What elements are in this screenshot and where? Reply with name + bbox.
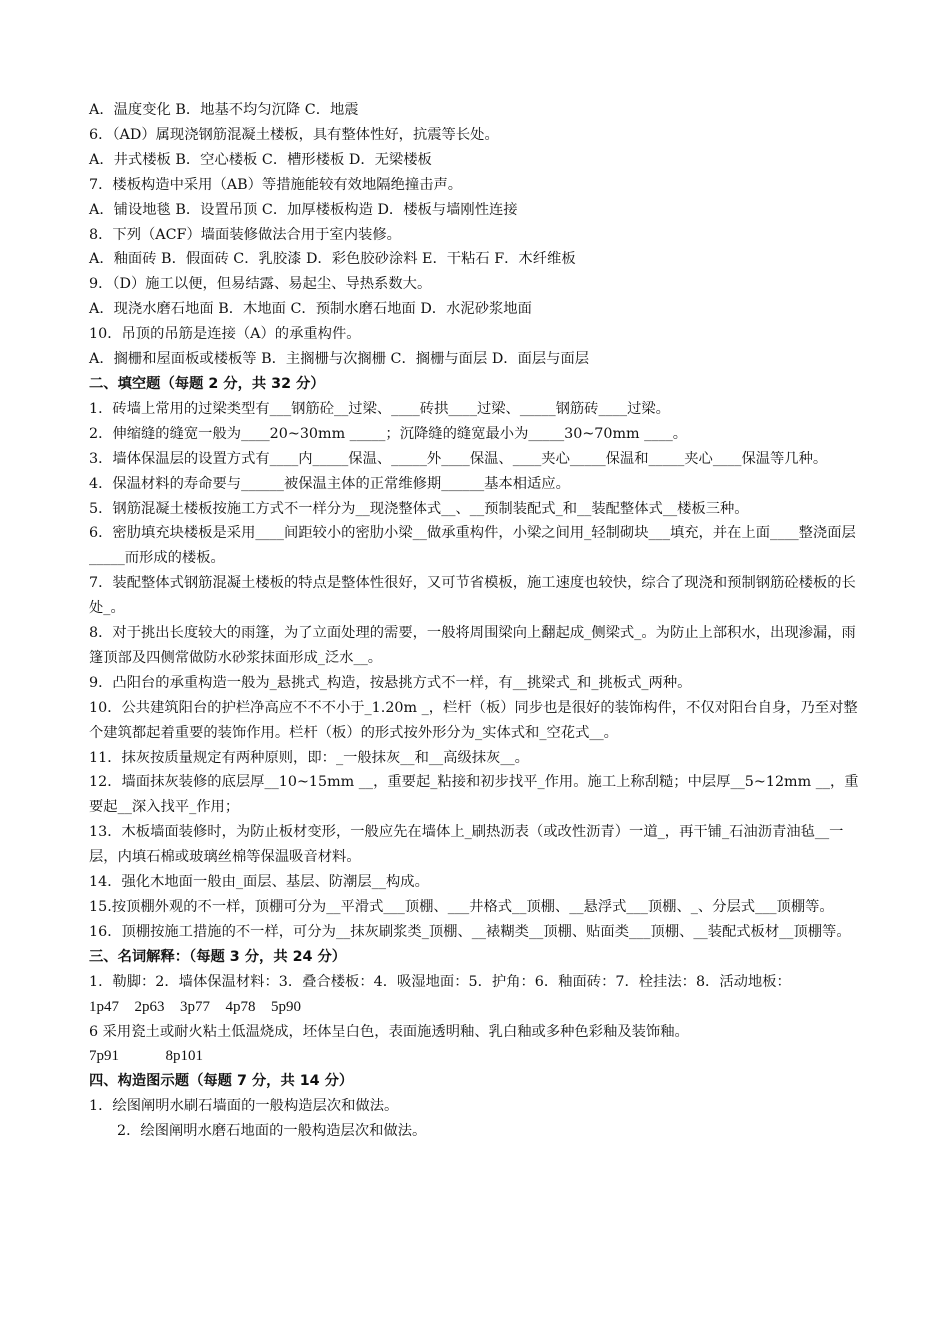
- fill-blank-13: 13．木板墙面装修时，为防止板材变形，一般应先在墙体上_刷热沥表（或改性沥青）一道_，再干铺_石油沥青油毡__一层，内填石棉或玻璃丝棉等保温吸音材料。: [89, 824, 844, 866]
- question-5-options: A．温度变化 B．地基不均匀沉降 C．地震: [89, 102, 359, 118]
- fill-blank-1: 1．砖墙上常用的过梁类型有___钢筋砼__过梁、____砖拱____过梁、_____钢筋砖____过梁。: [89, 400, 670, 417]
- question-9: 9．（D）施工以便，但易结露、易起尘、导热系数大。: [89, 276, 432, 293]
- question-8: 8．下列（ACF）墙面装修做法合用于室内装修。: [89, 226, 401, 243]
- question-7-options: A．铺设地毯 B．设置吊顶 C．加厚楼板构造 D．楼板与墙刚性连接: [89, 201, 518, 218]
- terms-list: 1．勒脚：2．墙体保温材料：3．叠合楼板：4．吸湿地面：5．护角：6．釉面砖：7．栓挂法：8．活动地板：: [89, 973, 791, 990]
- section-heading-drawing: 四、构造图示题（每题 7 分，共 14 分）: [89, 1073, 354, 1090]
- terms-page-refs-2: 7p91 8p101: [89, 1048, 203, 1065]
- drawing-question-2: 2．绘图阐明水磨石地面的一般构造层次和做法。: [117, 1123, 427, 1140]
- fill-blank-4: 4．保温材料的寿命要与______被保温主体的正常维修期______基本相适应。: [89, 475, 570, 492]
- fill-blank-16: 16．顶棚按施工措施的不一样，可分为__抹灰刷浆类_顶棚、__裱糊类__顶棚、贴面类___顶棚、__装配式板材__顶棚等。: [89, 923, 851, 940]
- drawing-question-1: 1．绘图阐明水刷石墙面的一般构造层次和做法。: [89, 1098, 399, 1115]
- fill-blank-8: 8．对于挑出长度较大的雨篷，为了立面处理的需要，一般将周围梁向上翻起成_侧梁式_。为防止上部积水，出现渗漏，雨篷顶部及四侧常做防水砂浆抹面形成_泛水__。: [89, 625, 856, 666]
- question-6-options: A．井式楼板 B．空心楼板 C．槽形楼板 D．无梁楼板: [89, 151, 432, 168]
- fill-blank-11: 11．抹灰按质量规定有两种原则，即：_一般抹灰__和__高级抹灰__。: [89, 749, 529, 766]
- terms-page-refs-1: 1p47 2p63 3p77 4p78 5p90: [89, 998, 301, 1015]
- fill-blank-3: 3．墙体保温层的设置方式有____内_____保温、_____外____保温、____夹心_____保温和_____夹心____保温等几种。: [89, 450, 828, 467]
- fill-blank-6: 6．密肋填充块楼板是采用____间距较小的密肋小梁__做承重构件，小梁之间用_轻制砌块___填充，并在上面____整浇面层_____而形成的楼板。: [89, 525, 856, 567]
- question-6: 6．（AD）属现浇钢筋混凝土楼板，具有整体性好，抗震等长处。: [89, 126, 499, 143]
- question-7: 7．楼板构造中采用（AB）等措施能较有效地隔绝撞击声。: [89, 176, 463, 193]
- fill-blank-2: 2．伸缩缝的缝宽一般为____20~30mm _____；沉降缝的缝宽最小为_____30~70mm ____。: [89, 425, 688, 442]
- fill-blank-9: 9．凸阳台的承重构造一般为_悬挑式_构造，按悬挑方式不一样，有__挑梁式_和_挑板式_两种。: [89, 674, 692, 691]
- fill-blank-12: 12．墙面抹灰装修的底层厚__10~15mm __，重要起_粘接和初步找平_作用。施工上称刮糙；中层厚__5~12mm __，重要起__深入找平_作用；: [89, 774, 859, 816]
- document-page: [89, 98, 861, 1144]
- fill-blank-14: 14．强化木地面一般由_面层、基层、防潮层__构成。: [89, 874, 429, 891]
- question-8-options: A．釉面砖 B．假面砖 C．乳胶漆 D．彩色胶砂涂料 E．干粘石 F．木纤维板: [89, 251, 576, 268]
- section-heading-fill-blank: 二、填空题（每题 2 分，共 32 分）: [89, 375, 325, 392]
- fill-blank-7: 7．装配整体式钢筋混凝土楼板的特点是整体性很好，又可节省模板，施工速度也较快，综合了现浇和预制钢筋砼楼板的长处_。: [89, 575, 856, 617]
- question-10-options: A．搁栅和屋面板或楼板等 B．主搁栅与次搁栅 C．搁栅与面层 D．面层与面层: [89, 351, 590, 368]
- fill-blank-5: 5．钢筋混凝土楼板按施工方式不一样分为__现浇整体式__、__预制装配式_和__装配整体式__楼板三种。: [89, 500, 749, 517]
- term-6-answer: 6 采用瓷土或耐火粘土低温烧成，坯体呈白色，表面施透明釉、乳白釉或多种色彩釉及装饰釉。: [89, 1023, 689, 1040]
- section-heading-terms: 三、名词解释：（每题 3 分，共 24 分）: [89, 948, 347, 965]
- question-10: 10．吊顶的吊筋是连接（A）的承重构件。: [89, 326, 361, 343]
- fill-blank-10: 10．公共建筑阳台的护栏净高应不不不小于_1.20m _，栏杆（板）同步也是很好的装饰构件，不仅对阳台自身，乃至对整个建筑都起着重要的装饰作用。栏杆（板）的形式按外形分为_实体式和_空花式__。: [89, 699, 858, 741]
- question-9-options: A．现浇水磨石地面 B．木地面 C．预制水磨石地面 D．水泥砂浆地面: [89, 301, 532, 318]
- fill-blank-15: 15.按顶棚外观的不一样，顶棚可分为__平滑式___顶棚、___井格式__顶棚、__悬浮式___顶棚、_、分层式___顶棚等。: [89, 899, 834, 915]
